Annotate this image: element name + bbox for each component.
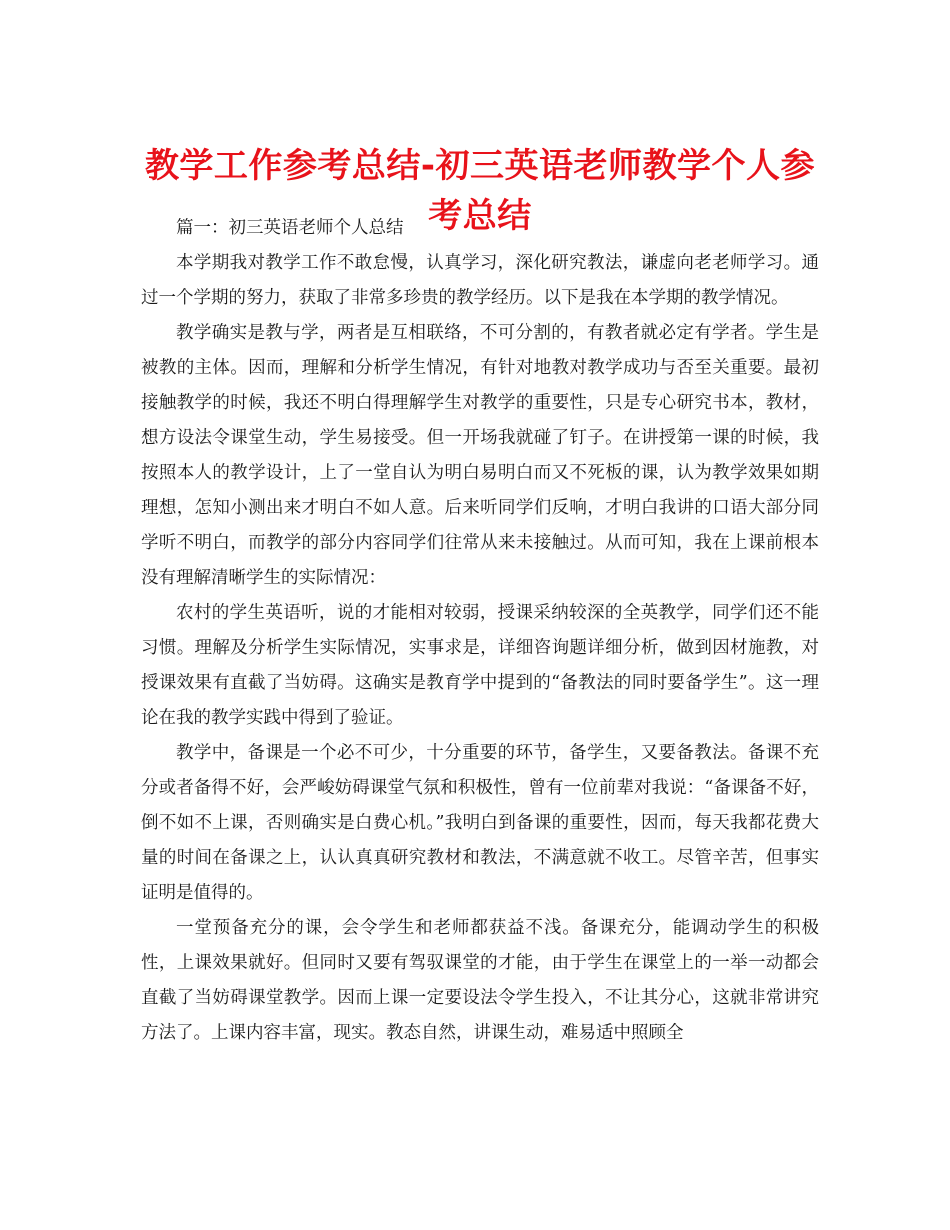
paragraph: 本学期我对教学工作不敢怠慢，认真学习，深化研究教法，谦虚向老老师学习。通过一个学期的努力，获取了非常多珍贵的教学经历。以下是我在本学期的教学情况。 [141, 253, 819, 308]
paragraph: 一堂预备充分的课，会令学生和老师都获益不浅。备课充分，能调动学生的积极性，上课效果就好。但同时又要有驾驭课堂的才能，由于学生在课堂上的一举一动都会直截了当妨碍课堂教学。因而上课一定要设法令学生投入，不让其分心，这就非常讲究方法了。上课内容丰富，现实。教态自然，讲课生动，难易适中照顾全 [141, 918, 819, 1043]
document-body [141, 210, 819, 1051]
paragraph: 教学确实是教与学，两者是互相联络，不可分割的，有教者就必定有学者。学生是被教的主体。因而，理解和分析学生情况，有针对地教对教学成功与否至关重要。最初接触教学的时候，我还不明白得理解学生对教学的重要性，只是专心研究书本，教材，想方设法令课堂生动，学生易接受。但一开场我就碰了钉子。在讲授第一课的时候，我按照本人的教学设计，上了一堂自认为明白易明白而又不死板的课，认为教学效果如期理想，怎知小测出来才明白不如人意。后来听同学们反响，才明白我讲的口语大部分同学听不明白，而教学的部分内容同学们往常从来未接触过。从而可知，我在上课前根本没有理解清晰学生的实际情况： [141, 323, 819, 588]
paragraph: 农村的学生英语听，说的才能相对较弱，授课采纳较深的全英教学，同学们还不能习惯。理解及分析学生实际情况，实事求是，详细咨询题详细分析，做到因材施教，对授课效果有直截了当妨碍。这确实是教育学中提到的“备教法的同时要备学生”。这一理论在我的教学实践中得到了验证。 [141, 603, 819, 728]
document-title: 教学工作参考总结-初三英语老师教学个人参考总结 [144, 145, 816, 236]
section-heading: 篇一：初三英语老师个人总结 [176, 218, 404, 238]
paragraph: 教学中，备课是一个必不可少，十分重要的环节，备学生，又要备教法。备课不充分或者备得不好，会严峻妨碍课堂气氛和积极性，曾有一位前辈对我说：“备课备不好，倒不如不上课，否则确实是白费心机。”我明白到备课的重要性，因而，每天我都花费大量的时间在备课之上，认认真真研究教材和教法，不满意就不收工。尽管辛苦，但事实证明是值得的。 [141, 743, 819, 903]
